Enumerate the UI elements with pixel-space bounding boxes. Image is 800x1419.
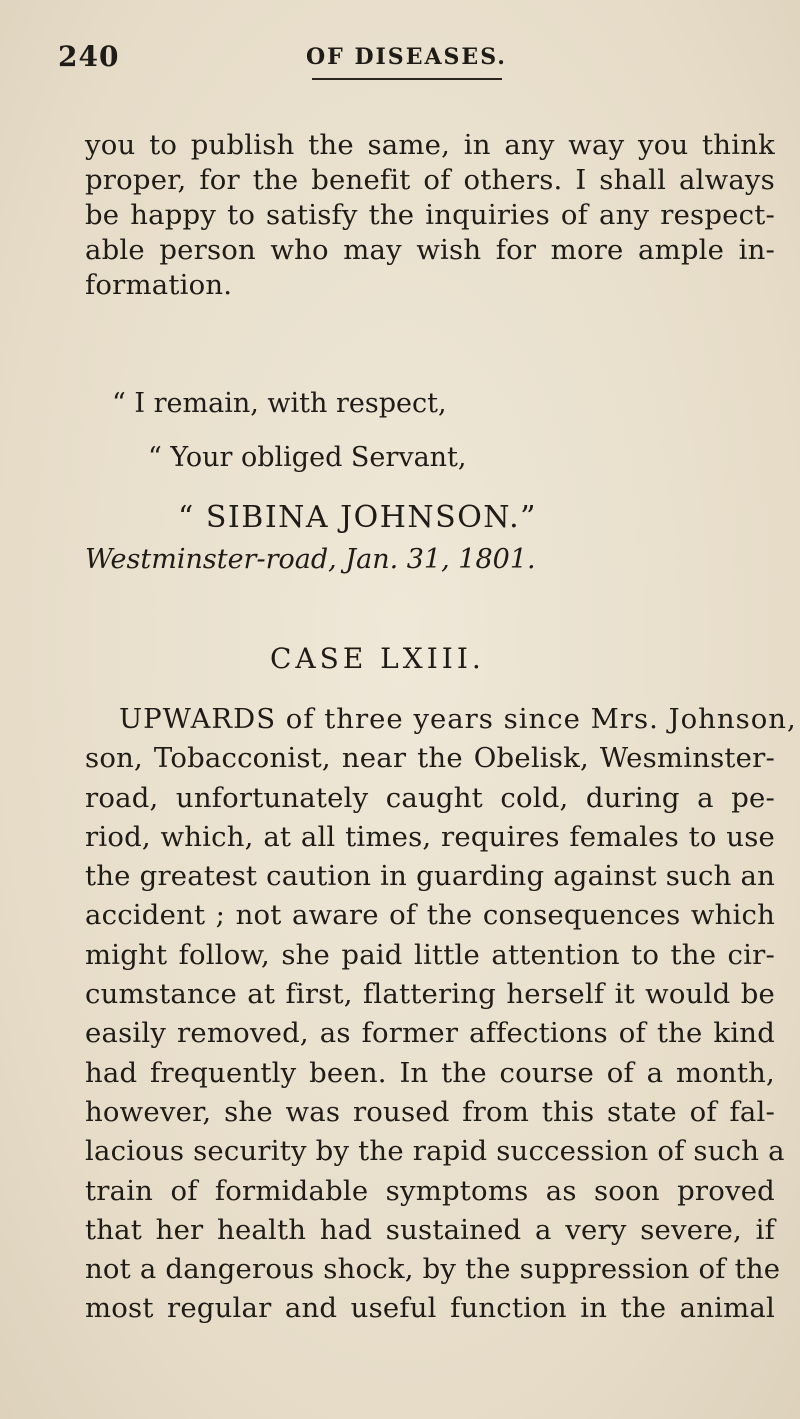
text-line: son, Tobacconist, near the Obelisk, Wesminster-	[85, 742, 775, 775]
text-line: cumstance at first, flattering herself it would be	[85, 978, 775, 1011]
page-header	[58, 40, 758, 80]
text-line: train of formidable symptoms as soon proved	[85, 1174, 775, 1207]
text-line: able person who may wish for more ample in-	[85, 234, 775, 266]
text-line: formation.	[85, 269, 233, 301]
signature: “ SIBINA JOHNSON.”	[178, 500, 538, 535]
text-line: be happy to satisfy the inquiries of any respect-	[85, 199, 775, 231]
text-line: the greatest caution in guarding against such an	[85, 860, 775, 893]
letter-paragraph	[85, 128, 775, 303]
text-line: most regular and useful function in the animal	[85, 1292, 775, 1325]
closing-remain: “ I remain, with respect,	[112, 388, 447, 419]
text-line: riod, which, at all times, requires females to use	[85, 820, 775, 853]
address-date: Westminster-road, Jan. 31, 1801.	[85, 544, 536, 575]
text-line: proper, for the benefit of others. I shall always	[85, 164, 775, 196]
case-heading: CASE LXIII.	[270, 642, 485, 675]
text-line: lacious security by the rapid succession of such a	[85, 1135, 785, 1168]
text-line: accident ; not aware of the consequences which	[85, 899, 775, 932]
text-line: had frequently been. In the course of a month,	[85, 1056, 775, 1089]
closing-servant: “ Your obliged Servant,	[148, 442, 467, 473]
text-line: you to publish the same, in any way you think	[85, 129, 775, 161]
header-rule	[312, 78, 502, 80]
case-paragraph	[85, 700, 797, 1329]
text-line: that her health had sustained a very severe, if	[85, 1213, 775, 1246]
text-line: easily removed, as former affections of the kind	[85, 1017, 775, 1050]
page-number: 240	[58, 40, 120, 73]
text-line: not a dangerous shock, by the suppression of the	[85, 1253, 781, 1286]
text-line: however, she was roused from this state of fal-	[85, 1095, 775, 1128]
running-head: OF DISEASES.	[306, 44, 507, 70]
text-line: road, unfortunately caught cold, during a pe-	[85, 781, 775, 814]
text-line: UPWARDS of three years since Mrs. Johnson,	[119, 703, 797, 735]
text-line: might follow, she paid little attention to the cir-	[85, 938, 775, 971]
